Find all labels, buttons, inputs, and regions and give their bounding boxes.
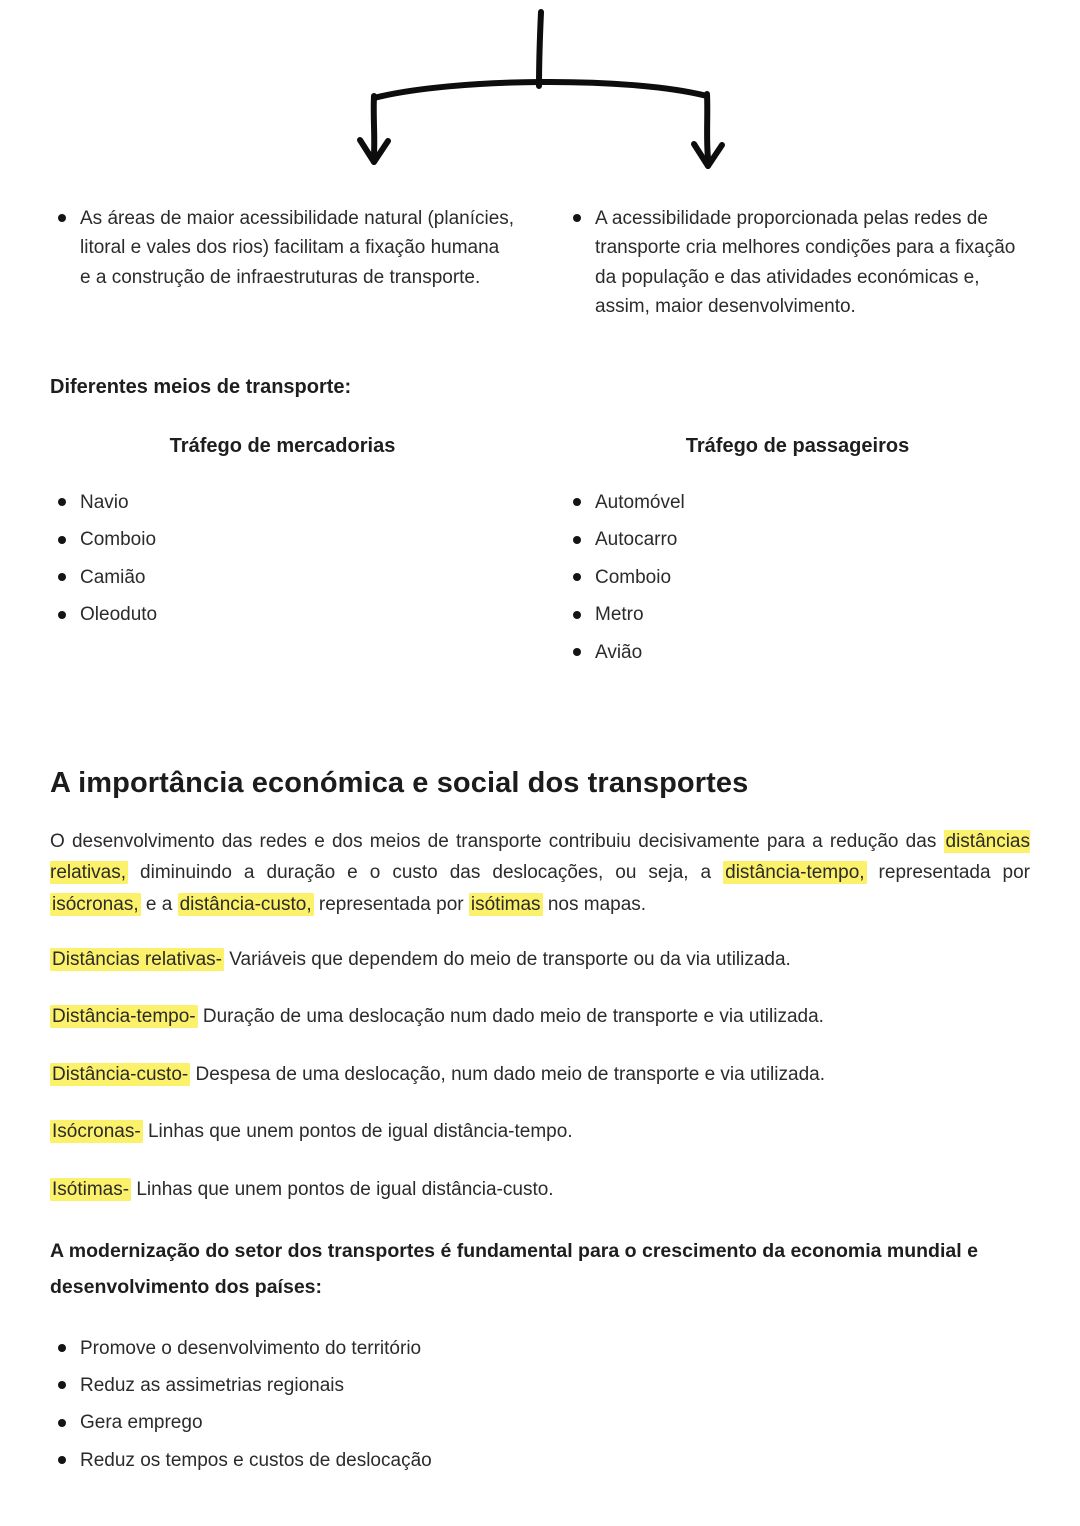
highlighted-term: Distância-tempo-: [52, 1006, 196, 1028]
freight-list: [50, 488, 515, 630]
branch-arrows-icon: [0, 0, 1080, 178]
list-item: Avião: [565, 638, 1030, 667]
definition-text: Variáveis que dependem do meio de transporte ou da via utilizada.: [224, 948, 791, 970]
intro-paragraph: [50, 826, 1030, 920]
list-item: Automóvel: [565, 488, 1030, 517]
passenger-list: [565, 488, 1030, 667]
transport-modes-heading: Diferentes meios de transporte:: [50, 375, 352, 398]
list-item: Camião: [50, 563, 515, 592]
definition-isotimas: [50, 1176, 1030, 1205]
highlighted-term: Isótimas-: [52, 1178, 130, 1200]
list-item: Metro: [565, 600, 1030, 629]
definition-text: Linhas que unem pontos de igual distância-custo.: [131, 1178, 554, 1200]
freight-column: [50, 431, 515, 675]
highlighted-term: Isócronas-: [52, 1121, 141, 1143]
list-item: Autocarro: [565, 525, 1030, 554]
highlighted-term: isótimas: [470, 893, 541, 915]
passenger-column: [565, 431, 1030, 675]
definition-isocronas: [50, 1118, 1030, 1147]
text-segment: O desenvolvimento das redes e dos meios de transporte contribuiu decisivamente para a redução das: [50, 830, 944, 852]
definition-text: Despesa de uma deslocação, num dado meio de transporte e via utilizada.: [190, 1063, 825, 1085]
list-item: Promove o desenvolvimento do território: [50, 1334, 1030, 1363]
highlighted-term: Distâncias relativas-: [52, 948, 222, 970]
definition-text: Linhas que unem pontos de igual distância-tempo.: [142, 1121, 573, 1143]
transport-modes-section: [50, 431, 1030, 675]
definition-distancia-custo: [50, 1061, 1030, 1090]
highlighted-term: distância-custo,: [179, 893, 312, 915]
modernization-benefits-list: [50, 1334, 1030, 1476]
list-item: Navio: [50, 488, 515, 517]
branch-arrows-diagram: [0, 0, 1080, 178]
definition-text: Duração de uma deslocação num dado meio de transporte e via utilizada.: [197, 1006, 824, 1028]
definition-distancias-relativas: [50, 946, 1030, 975]
section-heading: A importância económica e social dos transportes: [50, 766, 749, 799]
freight-title: Tráfego de mercadorias: [169, 434, 396, 457]
comparison-right-column: [565, 204, 1030, 326]
text-segment: diminuindo a duração e o custo das deslocações, ou seja, a: [128, 862, 724, 884]
text-segment: representada por: [866, 862, 1030, 884]
passenger-title: Tráfego de passageiros: [685, 434, 910, 457]
comparison-left-column: [50, 204, 515, 326]
text-segment: representada por: [313, 893, 469, 915]
highlighted-term: isócronas,: [52, 893, 139, 915]
modernization-statement: A modernização do setor dos transportes é fundamental para o crescimento da economia mundial e desenvolvimento dos países:: [50, 1240, 978, 1299]
highlighted-term: distância-tempo,: [725, 862, 865, 884]
comparison-section: [50, 204, 1030, 326]
list-item: Reduz os tempos e custos de deslocação: [50, 1446, 1030, 1475]
list-item: Comboio: [565, 563, 1030, 592]
list-item: Comboio: [50, 525, 515, 554]
text-segment: nos mapas.: [542, 893, 647, 915]
text-segment: e a: [140, 893, 178, 915]
list-item: Gera emprego: [50, 1408, 1030, 1437]
list-item: Oleoduto: [50, 600, 515, 629]
list-item: A acessibilidade proporcionada pelas redes de transporte cria melhores condições para a fixação da população e das atividades económicas e, assim, maior desenvolvimento.: [565, 204, 1030, 322]
highlighted-term: Distância-custo-: [52, 1063, 189, 1085]
highlighted-term: distâncias relativas,: [50, 830, 1030, 884]
list-item: Reduz as assimetrias regionais: [50, 1371, 1030, 1400]
definition-distancia-tempo: [50, 1003, 1030, 1032]
list-item: As áreas de maior acessibilidade natural (planícies, litoral e vales dos rios) facilitam a fixação humana e a construção de infraestruturas de transporte.: [50, 204, 515, 292]
